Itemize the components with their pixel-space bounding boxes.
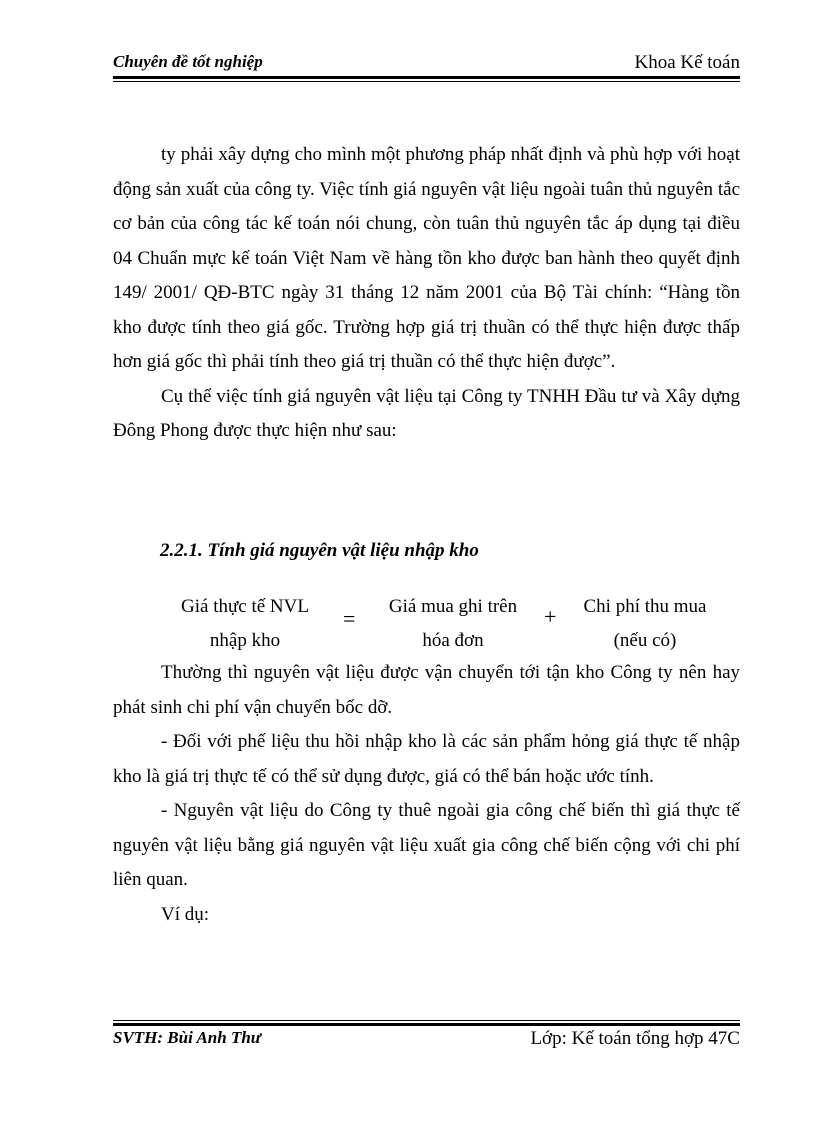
formula-equals: = — [343, 606, 356, 631]
formula-term-line: nhập kho — [209, 630, 281, 651]
header-department: Khoa Kế toán — [634, 52, 740, 73]
formula-term-line: (nếu có) — [613, 630, 677, 651]
footer-rule-thin — [113, 1020, 740, 1021]
paragraph: Ví dụ: — [161, 903, 210, 925]
footer-class: Lớp: Kế toán tổng hợp 47C — [530, 1028, 740, 1049]
page-header — [113, 52, 740, 76]
paragraph: Thường thì nguyên vật liệu được vận chuyển tới tận kho Công ty nên hay phát sinh chi phí vận chuyển bốc dỡ. — [113, 662, 740, 718]
formula-term-line: Chi phí thu mua — [583, 596, 707, 617]
header-rule-thin — [113, 81, 740, 82]
body-bottom — [113, 656, 740, 932]
formula-term-purchase-cost — [575, 590, 715, 658]
formula-term-line: Giá thực tế NVL — [181, 596, 309, 617]
footer-rule-thick — [113, 1023, 740, 1026]
formula-term-line: hóa đơn — [422, 630, 484, 651]
section-heading: 2.2.1. Tính giá nguyên vật liệu nhập kho — [160, 540, 479, 561]
body-top — [113, 138, 740, 449]
paragraph: ty phải xây dựng cho mình một phương pháp nhất định và phù hợp với hoạt động sản xuất của công ty. Việc tính giá nguyên vật liệu ngoài tuân thủ nguyên tắc cơ bản của công tác kế toán nói chung, còn tuân thủ nguyên tắc áp dụng tại điều 04 Chuẩn mực kế toán Việt Nam về hàng tồn kho được ban hành theo quyết định 149/ 2001/ QĐ-BTC ngày 31 tháng 12 năm 2001 của Bộ Tài chính: “Hàng tồn kho được tính theo giá gốc. Trường hợp giá trị thuần có thể thực hiện được thấp hơn giá gốc thì phải tính theo giá trị thuần có thể thực hiện được”. — [113, 144, 740, 372]
formula-term-purchase-price — [378, 590, 528, 658]
header-title: Chuyên đề tốt nghiệp — [113, 52, 263, 71]
footer-student: SVTH: Bùi Anh Thư — [113, 1028, 261, 1047]
paragraph: Cụ thể việc tính giá nguyên vật liệu tại Công ty TNHH Đầu tư và Xây dựng Đông Phong được thực hiện như sau: — [113, 385, 740, 441]
paragraph: - Đối với phế liệu thu hồi nhập kho là các sản phẩm hỏng giá thực tế nhập kho là giá trị thực tế có thể sử dụng được, giá có thể bán hoặc ước tính. — [113, 731, 740, 787]
paragraph: - Nguyên vật liệu do Công ty thuê ngoài gia công chế biến thì giá thực tế nguyên vật liệu bằng giá nguyên vật liệu xuất gia công chế biến cộng với chi phí liên quan. — [113, 800, 740, 890]
formula-term-line: Giá mua ghi trên — [388, 596, 518, 617]
formula-plus: + — [544, 604, 557, 629]
header-rule-thick — [113, 76, 740, 79]
formula-term-actual-price — [175, 590, 315, 658]
